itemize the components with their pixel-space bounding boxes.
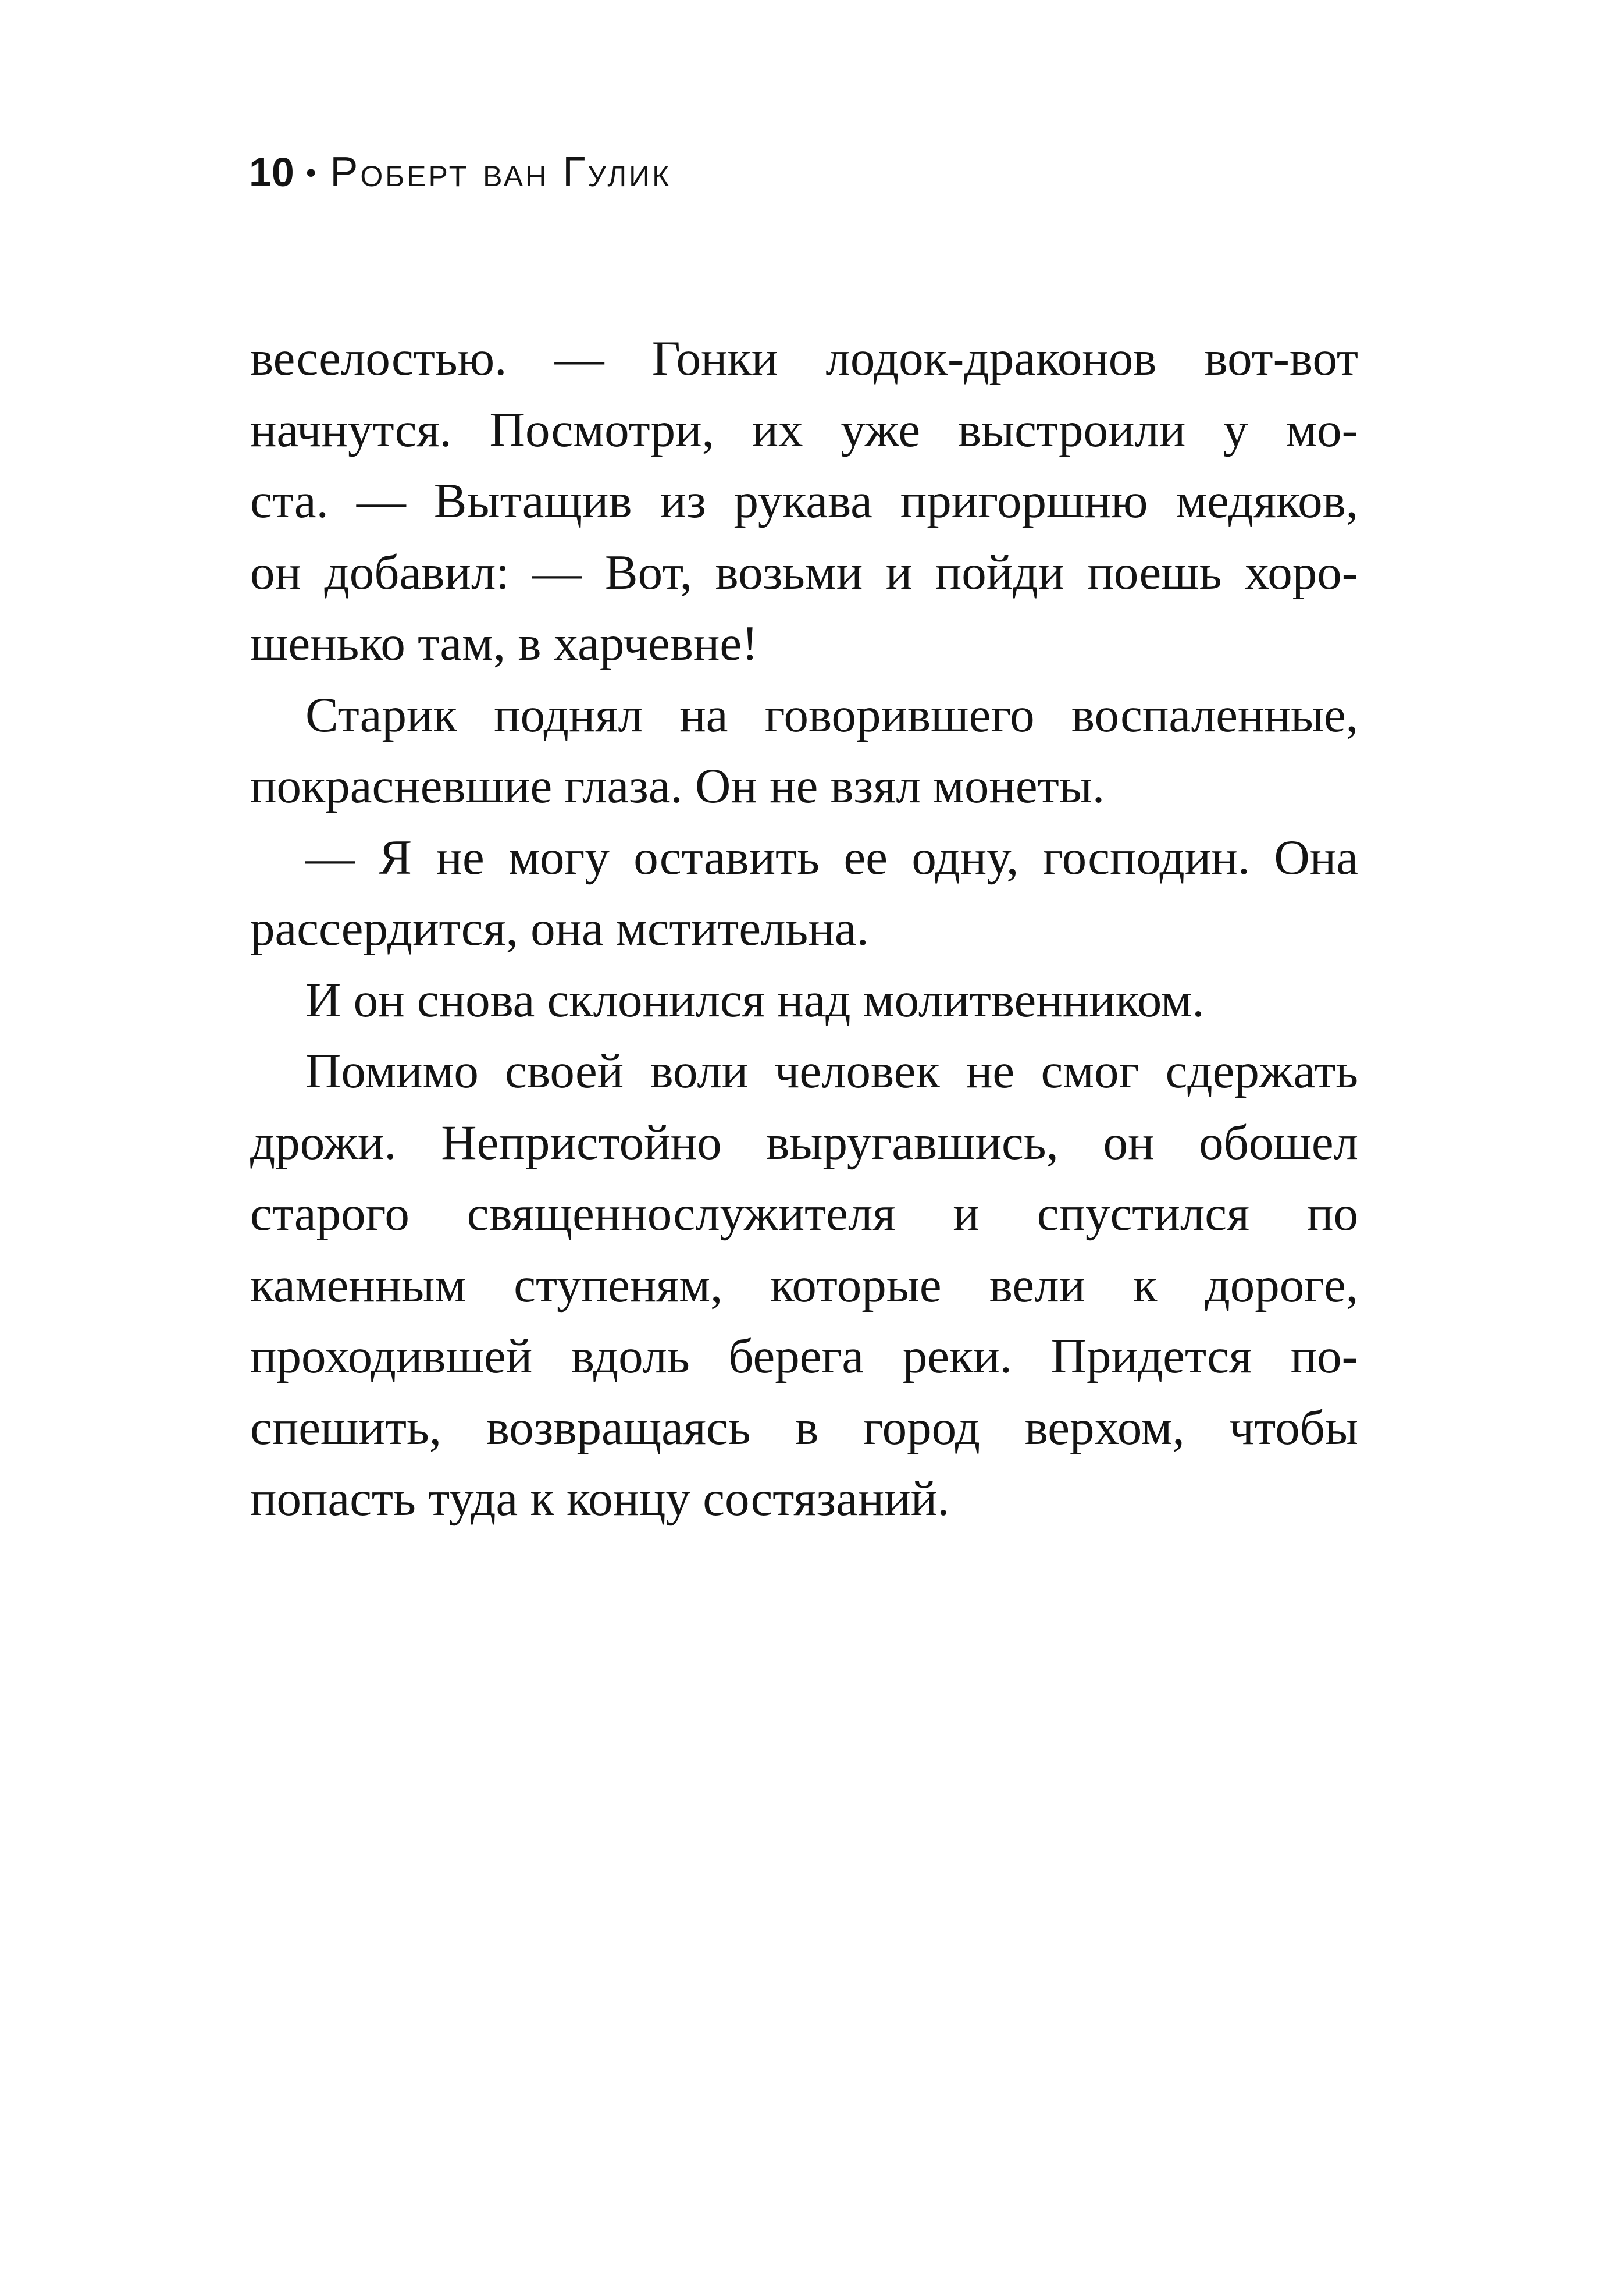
text-line: Помимо своей воли человек не смог сдержать [305,1044,1358,1098]
text-line: веселостью. — Гонки лодок-драконов вот-вот [250,331,1358,386]
text-line: каменным ступеням, которые вели к дороге, [250,1257,1358,1313]
text-line: проходившей вдоль берега реки. Придется по- [250,1329,1358,1384]
running-head [249,143,671,205]
text-line: начнутся. Посмотри, их уже выстроили у мо- [250,402,1358,457]
text-line: попасть туда к концу состязаний. [250,1471,950,1526]
text-line: он добавил: — Вот, возьми и пойди поешь хоро- [250,545,1358,600]
text-line: рассердится, она мстительна. [250,901,869,956]
paragraph-2 [250,680,1358,822]
paragraph-3 [250,822,1358,965]
page-number: 10 [249,150,294,195]
text-line: И он снова склонился над молитвенником. [305,972,1205,1027]
text-line: Старик поднял на говорившего воспаленные, [305,687,1358,742]
text-line: спешить, возвращаясь в город верхом, чтобы [250,1400,1358,1455]
body-text [250,323,1358,1535]
text-line: дрожи. Непристойно выругавшись, он обошел [250,1115,1358,1170]
text-line: шенько там, в харчевне! [250,616,758,671]
text-line: ста. — Вытащив из рукава пригоршню медяков, [250,474,1358,528]
paragraph-5 [250,1036,1358,1535]
text-line: — Я не могу оставить ее одну, господин. Она [305,830,1358,885]
text-line: покрасневшие глаза. Он не взял монеты. [250,759,1105,813]
header-separator: • [305,157,318,189]
author-name: Роберт ван Гулик [330,149,672,195]
paragraph-1 [250,323,1358,680]
text-line: старого священнослужителя и спустился по [250,1186,1358,1241]
paragraph-4 [250,965,1358,1036]
